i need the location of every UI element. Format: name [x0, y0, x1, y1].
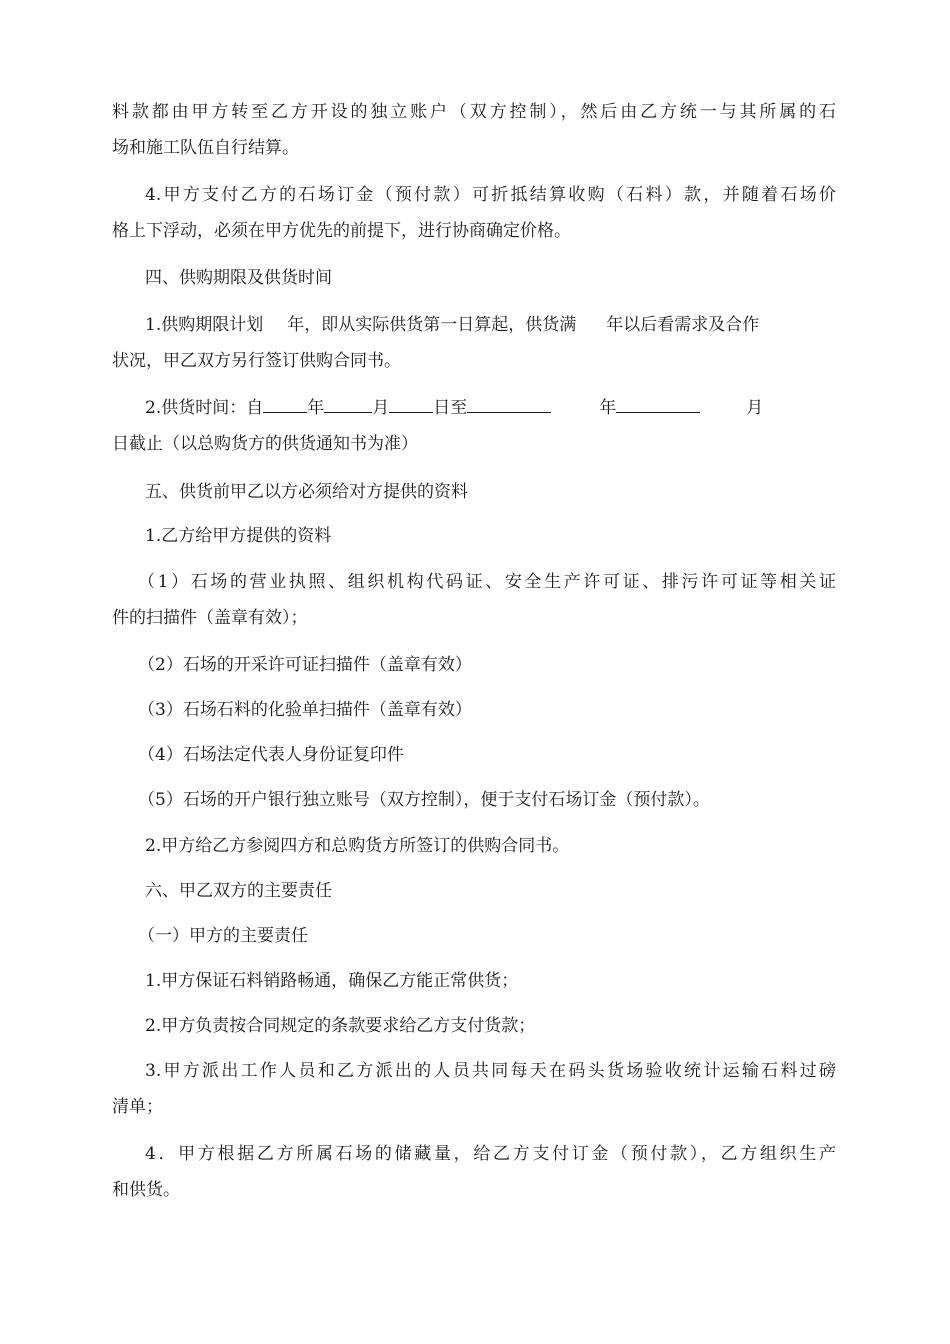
paragraph-supply-period: [112, 307, 836, 379]
text-segment: 1.供购期限计划: [145, 315, 264, 335]
text-line: （3）石场石料的化验单扫描件（盖章有效）: [138, 700, 472, 720]
heading-text: 五、供货前甲乙以方必须给对方提供的资料: [145, 482, 468, 502]
text-line: 场和施工队伍自行结算。: [112, 138, 299, 158]
text-line: （2）石场的开采许可证扫描件（盖章有效）: [138, 655, 472, 675]
text-line: [112, 307, 836, 343]
text-line: （5）石场的开户银行独立账号（双方控制），便于支付石场订金（预付款）。: [138, 790, 710, 810]
blank-field[interactable]: [389, 390, 433, 413]
text-line: 料款都由甲方转至乙方开设的独立账户（双方控制），然后由乙方统一与其所属的石: [112, 102, 836, 122]
heading-text: （一）甲方的主要责任: [138, 926, 308, 946]
text-line: 格上下浮动，必须在甲方优先的前提下，进行协商确定价格。: [112, 221, 571, 241]
text-segment: 日至: [433, 398, 468, 418]
text-line: 1.甲方保证石料销路畅通，确保乙方能正常供货；: [145, 971, 519, 991]
text-line: [112, 390, 836, 426]
paragraph-deposit: [112, 177, 836, 249]
text-line: 日截止（以总购货方的供货通知书为准）: [112, 434, 418, 454]
heading-text: 六、甲乙双方的主要责任: [145, 881, 332, 901]
text-line: （1）石场的营业执照、组织机构代码证、安全生产许可证、排污许可证等相关证: [138, 572, 836, 592]
blank-field[interactable]: [324, 390, 372, 413]
paragraph-item-2: [112, 647, 836, 683]
text-line: （4）石场法定代表人身份证复印件: [138, 745, 404, 765]
paragraph-duty-3: [112, 1053, 836, 1125]
paragraph-item-5: [112, 782, 836, 818]
text-line: 2.甲方给乙方参阅四方和总购货方所签订的供购合同书。: [145, 836, 570, 856]
text-segment: 年以后看需求及合作: [606, 315, 760, 335]
text-segment: 2.供货时间：自: [145, 398, 264, 418]
text-segment: 年: [599, 398, 617, 418]
text-line: 件的扫描件（盖章有效）；: [112, 608, 308, 628]
text-line: 3.甲方派出工作人员和乙方派出的人员共同每天在码头货场验收统计运输石料过磅: [145, 1061, 836, 1081]
section-heading-4: [112, 260, 836, 296]
blank-field[interactable]: [467, 390, 551, 413]
paragraph-supply-time: [112, 390, 836, 462]
section-heading-6: [112, 873, 836, 909]
text-line: 2.甲方负责按合同规定的条款要求给乙方支付货款；: [145, 1016, 536, 1036]
text-line: 清单；: [112, 1097, 163, 1117]
text-line: 和供货。: [112, 1180, 180, 1200]
text-segment: 年: [307, 398, 325, 418]
paragraph-item-3: [112, 692, 836, 728]
section-heading-5: [112, 474, 836, 510]
subsection-heading: [112, 918, 836, 954]
text-segment: 月: [746, 398, 764, 418]
paragraph-item-4: [112, 737, 836, 773]
blank-field[interactable]: [263, 390, 307, 413]
blank-field[interactable]: [616, 390, 700, 413]
paragraph-item-1: [112, 564, 836, 636]
paragraph-duty-4: [112, 1136, 836, 1208]
text-line: 状况，甲乙双方另行签订供购合同书。: [112, 351, 401, 371]
paragraph-materials-a: [112, 828, 836, 864]
paragraph-duty-1: [112, 963, 836, 999]
text-line: 4.甲方支付乙方的石场订金（预付款）可折抵结算收购（石料）款，并随着石场价: [145, 185, 836, 205]
paragraph-duty-2: [112, 1008, 836, 1044]
text-line: 4．甲方根据乙方所属石场的储藏量，给乙方支付订金（预付款），乙方组织生产: [145, 1144, 836, 1164]
paragraph-settlement: [112, 94, 836, 166]
text-line: 1.乙方给甲方提供的资料: [145, 526, 332, 546]
paragraph-materials-b: [112, 518, 836, 554]
heading-text: 四、供购期限及供货时间: [145, 268, 332, 288]
text-segment: 年，即从实际供货第一日算起，供货满: [287, 315, 577, 335]
text-segment: 月: [372, 398, 390, 418]
